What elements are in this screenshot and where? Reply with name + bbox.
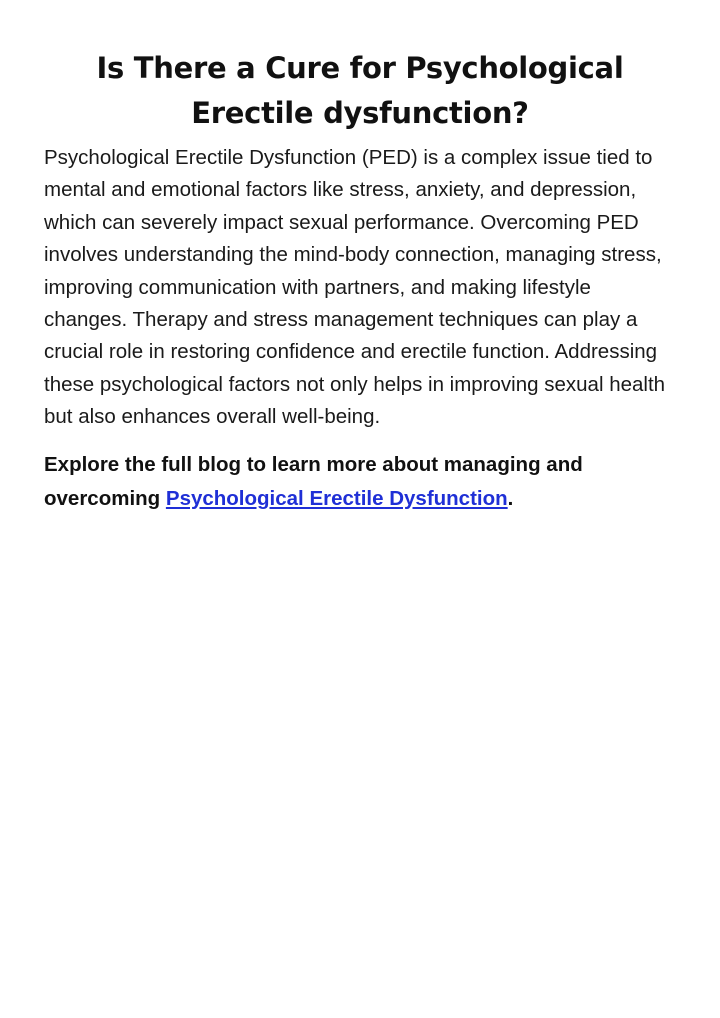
body-paragraph: Psychological Erectile Dysfunction (PED) is a complex issue tied to mental and emotional factors like stress, anxiety, and depression, which can severely impact sexual performance. Overcoming PED involves understanding the mind-body connection, managing stress, improving communication with partners, and making lifestyle changes. Therapy and stress management techniques can play a crucial role in restoring confidence and erectile function. Addressing these psychological factors not only helps in improving sexual health but also enhances overall well-being. (44, 146, 666, 429)
call-to-action (44, 448, 676, 516)
blog-link[interactable]: Psychological Erectile Dysfunction (165, 486, 508, 510)
cta-prefix-text: Explore the full blog to learn more about managing and overcoming (44, 452, 583, 510)
page-title: Is There a Cure for Psychological Erectile dysfunction? (96, 51, 624, 130)
cta-suffix-text: . (507, 486, 514, 510)
